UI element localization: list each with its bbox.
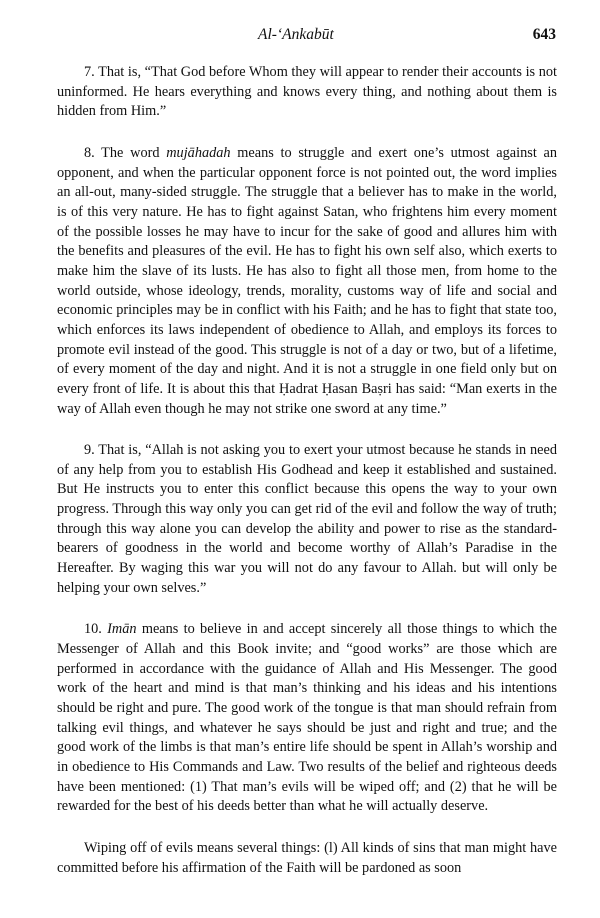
running-head [0, 26, 600, 48]
commentary-body [57, 63, 557, 878]
note-10-text: means to believe in and accept sincerely all those things to which the Messenger of Allah and this Book invite; and “good works” are those which are performed in accordance with the guidance of Allah and His Messenger. The good work of the heart and mind is that man’s thinking and his ideas and his intentions should be right and pure. The good work of the tongue is that man should refrain from talking evil things, and whatever he says should be just and right and true; and the good work of the limbs is that man’s entire life should be spent in Allah’s worship and in obedience to His Commands and Law. Two results of the belief and righteous deeds have been mentioned: (1) That man’s evils will be wiped off; and (2) that he will be rewarded for the best of his deeds better than what he will actually deserve. [57, 621, 557, 815]
note-9 [57, 441, 557, 598]
wiping-off-paragraph [57, 839, 557, 878]
note-8-lead: 8. The word [84, 144, 167, 161]
note-8-term: mujāhadah [166, 144, 231, 161]
note-7 [57, 63, 557, 122]
note-10-term: Imān [107, 621, 137, 638]
note-10-lead: 10. [84, 621, 108, 638]
note-8-text: means to struggle and exert one’s utmost against an opponent, and when the particular opponent force is not pointed out, the word implies an all-out, many-sided struggle. The struggle that a believer has to make in the world, is of this very nature. He has to fight against Satan, who frightens him every moment of the possible losses he may have to incur for the sake of good and allures him with the benefits and pleasures of the evil. He has to fight his own self also, which exerts to make him the slave of its lusts. He has also to fight all those men, from home to the world outside, whose ideology, trends, morality, customs way of life and social and economic principles may be in conflict with his Faith; and he has to fight that state too, which enforces its laws independent of obedience to Allah, and employs its forces to promote evil instead of the good. This struggle is not of a day or two, but of a lifetime, of every moment of the day and night. And it is not a struggle in one field only but on every front of life. It is about this that Ḥadrat Ḥasan Baṣri has said: “Man exerts in the way of Allah even though he may not strike one sword at any time.” [57, 144, 557, 417]
running-head-title: Al-‘Ankabūt [258, 26, 334, 43]
note-8 [57, 144, 557, 419]
page-number: 643 [532, 26, 556, 43]
wiping-off-text: Wiping off of evils means several things: (l) All kinds of sins that man might have committed before his affirmation of the Faith will be pardoned as soon [57, 839, 557, 876]
note-7-text: 7. That is, “That God before Whom they will appear to render their accounts is not uninformed. He hears everything and knows every thing, and nothing about them is hidden from Him.” [57, 64, 557, 120]
note-9-text: 9. That is, “Allah is not asking you to exert your utmost because he stands in need of any help from you to establish His Godhead and keep it established and sustained. But He instructs you to enter this conflict because this opens the way to your own progress. Through this way only you can get rid of the evil and follow the way of truth; through this way alone you can develop the ability and power to rise as the standard-bearers of goodness in the world and become worthy of Allah’s Paradise in the Hereafter. By waging this war you will not do any favour to Allah. but will only be helping your own selves.” [57, 442, 557, 596]
note-10 [57, 620, 557, 817]
